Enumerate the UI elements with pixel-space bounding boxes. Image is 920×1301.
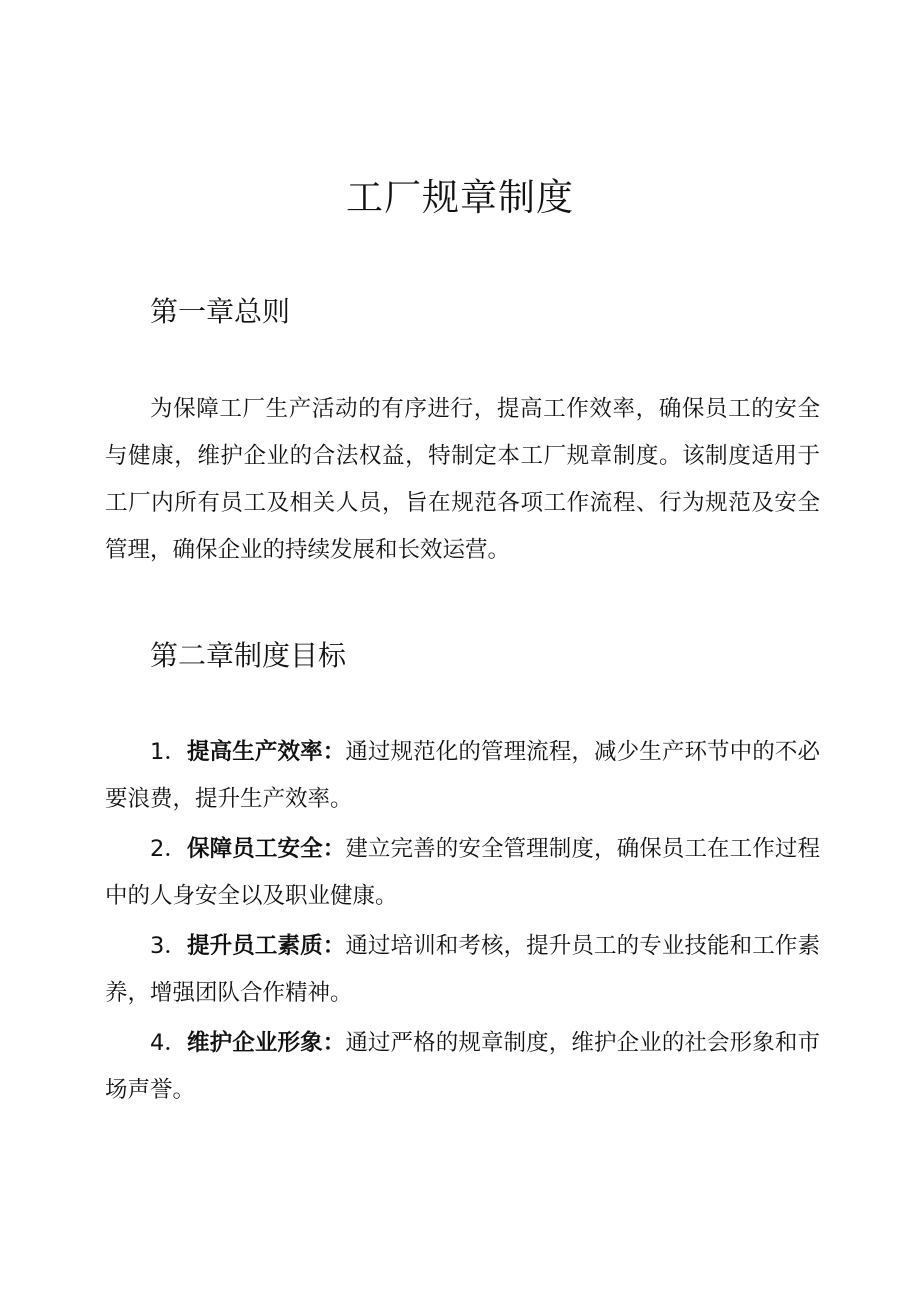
goal-term: 提高生产效率： — [187, 739, 346, 765]
chapter-1-paragraph: 为保障工厂生产活动的有序进行，提高工作效率，确保员工的安全与健康，维护企业的合法权益，特制定本工厂规章制度。该制度适用于工厂内所有员工及相关人员，旨在规范各项工作流程、行为规范及安全管理，确保企业的持续发展和长效运营。 — [105, 396, 820, 563]
goal-text: 建立完善的安全管理制度，确保员工在工作过程中的人身安全以及职业健康。 — [105, 836, 820, 909]
goal-term: 保障员工安全： — [187, 836, 346, 862]
goal-number: 2． — [150, 836, 188, 862]
goal-item — [105, 923, 820, 1017]
goal-item — [105, 826, 820, 920]
goal-item — [105, 1020, 820, 1114]
goal-term: 维护企业形象： — [187, 1030, 346, 1056]
goal-number: 3． — [150, 933, 188, 959]
goal-term: 提升员工素质： — [187, 933, 346, 959]
goal-text: 通过规范化的管理流程，减少生产环节中的不必要浪费，提升生产效率。 — [105, 739, 820, 812]
goal-text: 通过严格的规章制度，维护企业的社会形象和市场声誉。 — [105, 1030, 820, 1103]
goal-item — [105, 729, 820, 823]
goal-number: 1． — [150, 739, 188, 765]
document-title: 工厂规章制度 — [346, 176, 574, 219]
goal-number: 4． — [150, 1030, 188, 1056]
goal-text: 通过培训和考核，提升员工的专业技能和工作素养，增强团队合作精神。 — [105, 933, 820, 1006]
chapter-2-heading: 第二章制度目标 — [150, 639, 347, 672]
chapter-1-heading: 第一章总则 — [150, 295, 291, 328]
